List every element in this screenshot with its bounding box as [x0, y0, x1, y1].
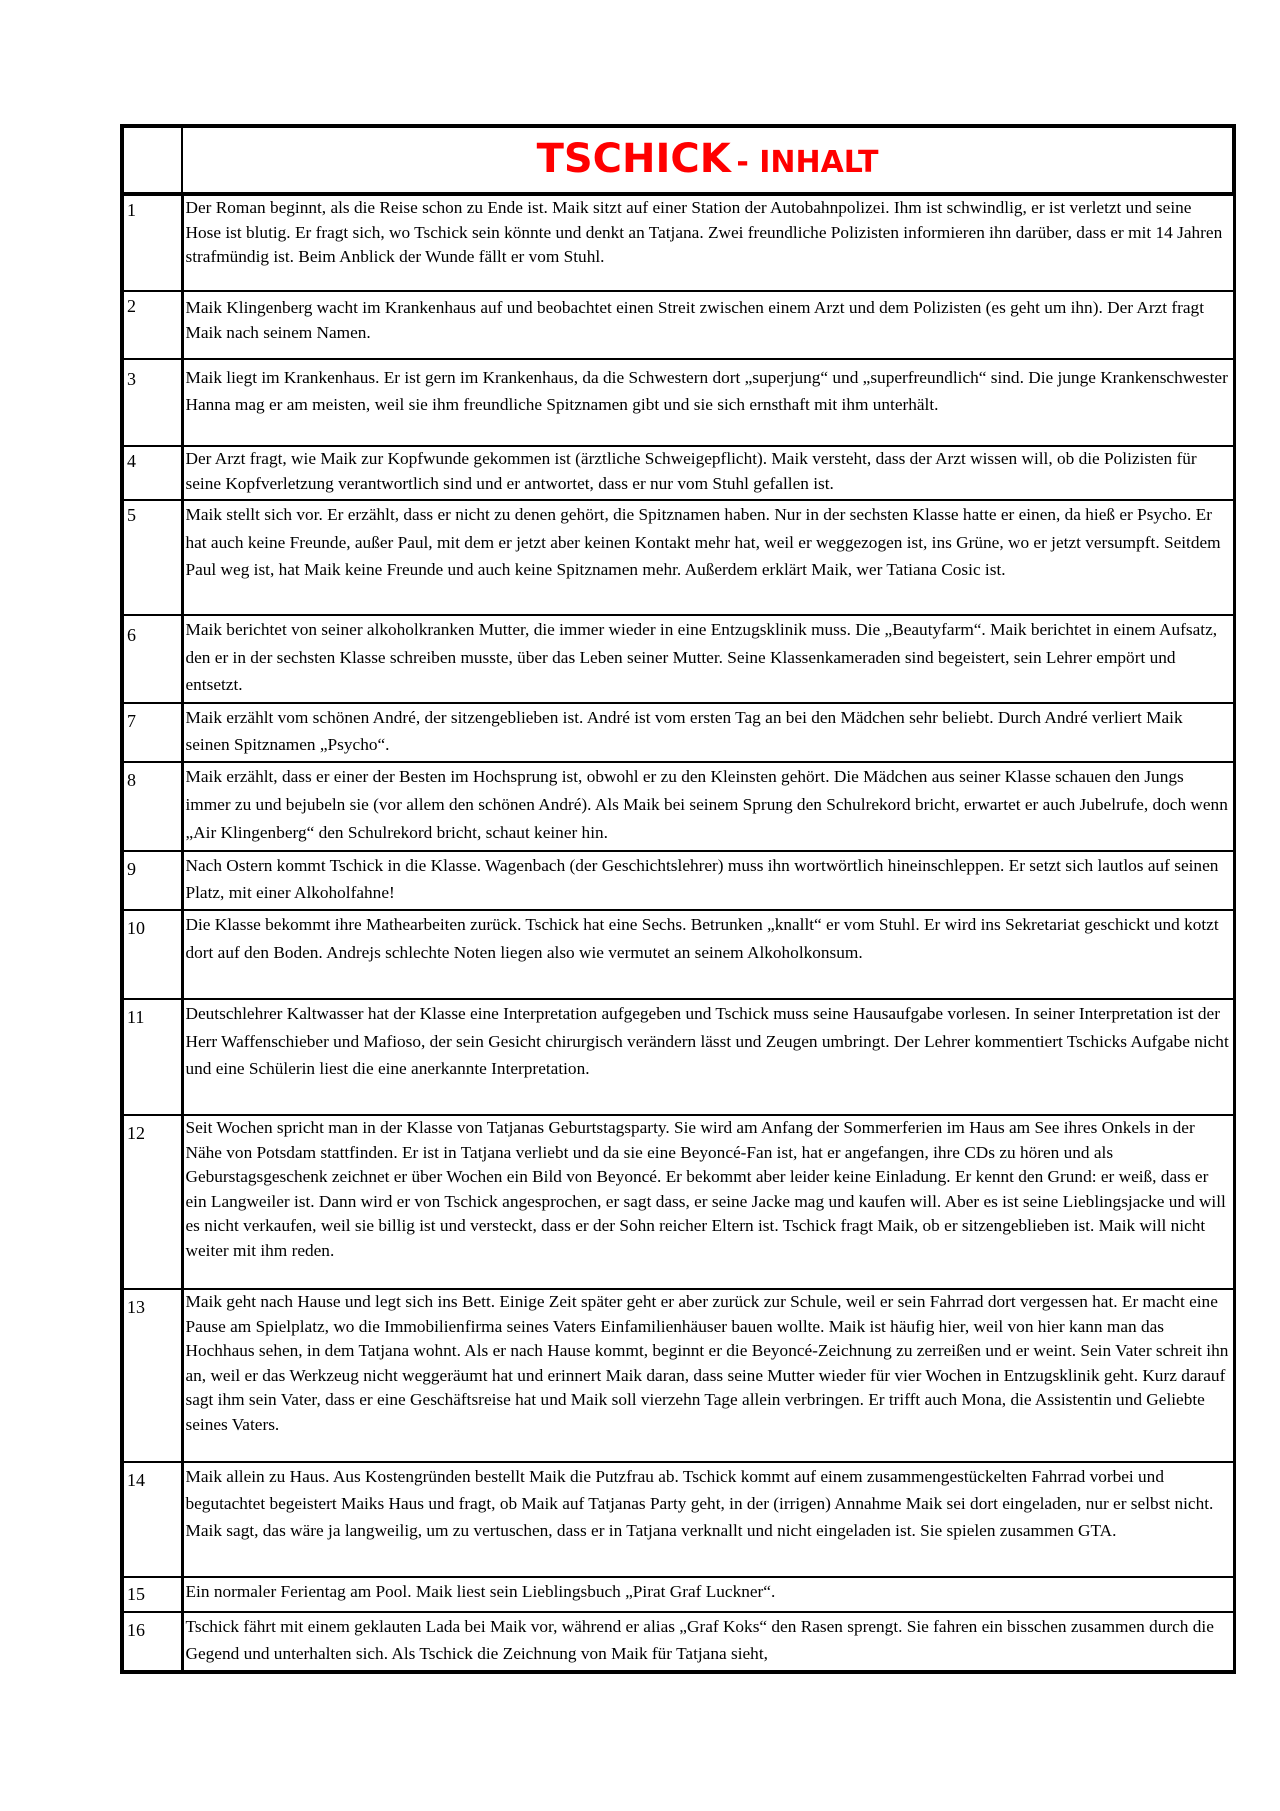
row-text: Die Klasse bekommt ihre Mathearbeiten zurück. Tschick hat eine Sechs. Betrunken „knallt“ er vom Stuhl. Er wird ins Sekretariat geschickt und kotzt dort auf den Boden. Andrejs schlechte Noten liegen also wie vermutet an seinem Alkoholkonsum.: [182, 910, 1234, 999]
row-number: 1: [122, 194, 182, 291]
table-row: [122, 851, 1234, 910]
row-text: Ein normaler Ferientag am Pool. Maik liest sein Lieblingsbuch „Pirat Graf Luckner“.: [182, 1577, 1234, 1612]
table-row: [122, 762, 1234, 851]
row-text: Der Roman beginnt, als die Reise schon zu Ende ist. Maik sitzt auf einer Station der Autobahnpolizei. Ihm ist schwindlig, er ist verletzt und seine Hose ist blutig. Er fragt sich, wo Tschick sein könnte und denkt an Tatjana. Zwei freundliche Polizisten informieren ihn darüber, dass er mit 14 Jahren strafmündig ist. Beim Anblick der Wunde fällt er vom Stuhl.: [182, 194, 1234, 291]
header-empty-cell: [122, 126, 182, 194]
row-number: 4: [122, 446, 182, 500]
row-number: 7: [122, 703, 182, 762]
table-row: [122, 1115, 1234, 1289]
table-row: [122, 703, 1234, 762]
row-text: Maik geht nach Hause und legt sich ins Bett. Einige Zeit später geht er aber zurück zur Schule, weil er sein Fahrrad dort vergessen hat. Er macht eine Pause am Spielplatz, wo die Immobilienfirma seines Vaters Einfamilienhäuser bauen wollte. Maik ist häufig hier, weil von hier kann man das Hochhaus sehen, in dem Tatjana wohnt. Als er nach Hause kommt, beginnt er die Beyoncé-Zeichnung zu zerreißen und er weint. Sein Vater schreit ihn an, weil er das Werkzeug nicht weggeräumt hat und erinnert Maik daran, dass seine Mutter wieder für vier Wochen in Entzugsklinik geht. Kurz darauf sagt ihm sein Vater, dass er eine Geschäftsreise hat und Maik soll vierzehn Tage allein verbringen. Er trifft auch Mona, die Assistentin und Geliebte seines Vaters.: [182, 1289, 1234, 1462]
row-number: 2: [122, 291, 182, 359]
row-text: Maik Klingenberg wacht im Krankenhaus auf und beobachtet einen Streit zwischen einem Arzt und dem Polizisten (es geht um ihn). Der Arzt fragt Maik nach seinem Namen.: [182, 291, 1234, 359]
row-number: 12: [122, 1115, 182, 1289]
row-number: 3: [122, 359, 182, 446]
row-number: 9: [122, 851, 182, 910]
row-number: 6: [122, 615, 182, 703]
table-row: [122, 194, 1234, 291]
table-row: [122, 1577, 1234, 1612]
row-number: 15: [122, 1577, 182, 1612]
table-row: [122, 1289, 1234, 1462]
row-text: Seit Wochen spricht man in der Klasse von Tatjanas Geburtstagsparty. Sie wird am Anfang der Sommerferien im Haus am See ihres Onkels in der Nähe von Potsdam stattfinden. Er ist in Tatjana verliebt und da sie eine Beyoncé-Fan ist, hat er angefangen, ihre CDs zu hören und als Geburstagsgeschenk zeichnet er über Wochen ein Bild von Beyoncé. Er bekommt aber leider keine Einladung. Er kennt den Grund: er weiß, dass er ein Langweiler ist. Dann wird er von Tschick angesprochen, er sagt dass, er seine Jacke mag und kaufen will. Aber es ist seine Lieblingsjacke und will es nicht verkaufen, weil sie billig ist und versteckt, dass er der Sohn reicher Eltern ist. Tschick fragt Maik, ob er sitzengeblieben ist. Maik will nicht weiter mit ihm reden.: [182, 1115, 1234, 1289]
table-header-row: [122, 126, 1234, 194]
row-number: 8: [122, 762, 182, 851]
row-text: Nach Ostern kommt Tschick in die Klasse. Wagenbach (der Geschichtslehrer) muss ihn wortwörtlich hineinschleppen. Er setzt sich lautlos auf seinen Platz, mit einer Alkoholfahne!: [182, 851, 1234, 910]
row-number: 10: [122, 910, 182, 999]
row-text: Maik berichtet von seiner alkoholkranken Mutter, die immer wieder in eine Entzugsklinik muss. Die „Beautyfarm“. Maik berichtet in einem Aufsatz, den er in der sechsten Klasse schreiben musste, über das Leben seiner Mutter. Seine Klassenkameraden sind begeistert, sein Lehrer empört und entsetzt.: [182, 615, 1234, 703]
title-sub: - INHALT: [736, 145, 879, 180]
row-text: Maik stellt sich vor. Er erzählt, dass er nicht zu denen gehört, die Spitznamen haben. Nur in der sechsten Klasse hatte er einen, da hieß er Psycho. Er hat auch keine Freunde, außer Paul, mit dem er jetzt aber keinen Kontakt mehr hat, weil er weggezogen ist, ins Grüne, wo er jetzt versumpft. Seitdem Paul weg ist, hat Maik keine Freunde und auch keine Spitznamen mehr. Außerdem erklärt Maik, wer Tatiana Cosic ist.: [182, 500, 1234, 615]
title-cell: [182, 126, 1234, 194]
content-table: [120, 124, 1236, 1674]
table-row: [122, 615, 1234, 703]
title-main: TSCHICK: [536, 136, 731, 182]
row-text: Maik erzählt, dass er einer der Besten im Hochsprung ist, obwohl er zu den Kleinsten gehört. Die Mädchen aus seiner Klasse schauen den Jungs immer zu und bejubeln sie (vor allem den schönen André). Als Maik bei seinem Sprung den Schulrekord bricht, erwartet er auch Jubelrufe, doch wenn „Air Klingenberg“ den Schulrekord bricht, schaut keiner hin.: [182, 762, 1234, 851]
table-row: [122, 291, 1234, 359]
row-text: Tschick fährt mit einem geklauten Lada bei Maik vor, während er alias „Graf Koks“ den Rasen sprengt. Sie fahren ein bisschen zusammen durch die Gegend und unterhalten sich. Als Tschick die Zeichnung von Maik für Tatjana sieht,: [182, 1612, 1234, 1672]
row-text: Deutschlehrer Kaltwasser hat der Klasse eine Interpretation aufgegeben und Tschick muss seine Hausaufgabe vorlesen. In seiner Interpretation ist der Herr Waffenschieber und Mafioso, der sein Gesicht chirurgisch verändern lässt und Zeugen umbringt. Der Lehrer kommentiert Tschicks Aufgabe nicht und eine Schülerin liest die eine anerkannte Interpretation.: [182, 999, 1234, 1115]
document-title: [536, 136, 879, 182]
table-row: [122, 1612, 1234, 1672]
row-number: 11: [122, 999, 182, 1115]
row-text: Maik allein zu Haus. Aus Kostengründen bestellt Maik die Putzfrau ab. Tschick kommt auf einem zusammengestückelten Fahrrad vorbei und begutachtet begeistert Maiks Haus und fragt, ob Maik auf Tatjanas Party geht, in der (irrigen) Annahme Maik sei dort eingeladen, nur er selbst nicht. Maik sagt, das wäre ja langweilig, um zu vertuschen, dass er in Tatjana verknallt und nicht eingeladen ist. Sie spielen zusammen GTA.: [182, 1462, 1234, 1577]
row-text: Maik liegt im Krankenhaus. Er ist gern im Krankenhaus, da die Schwestern dort „superjung“ und „superfreundlich“ sind. Die junge Krankenschwester Hanna mag er am meisten, weil sie ihm freundliche Spitznamen gibt und sie sich ernsthaft mit ihm unterhält.: [182, 359, 1234, 446]
table-row: [122, 500, 1234, 615]
table-row: [122, 910, 1234, 999]
row-text: Maik erzählt vom schönen André, der sitzengeblieben ist. André ist vom ersten Tag an bei den Mädchen sehr beliebt. Durch André verliert Maik seinen Spitznamen „Psycho“.: [182, 703, 1234, 762]
table-row: [122, 446, 1234, 500]
row-number: 5: [122, 500, 182, 615]
row-number: 14: [122, 1462, 182, 1577]
table-row: [122, 1462, 1234, 1577]
row-number: 13: [122, 1289, 182, 1462]
row-text: Der Arzt fragt, wie Maik zur Kopfwunde gekommen ist (ärztliche Schweigepflicht). Maik versteht, dass der Arzt wissen will, ob die Polizisten für seine Kopfverletzung verantwortlich sind und er antwortet, dass er nur vom Stuhl gefallen ist.: [182, 446, 1234, 500]
row-number: 16: [122, 1612, 182, 1672]
table-row: [122, 359, 1234, 446]
table-row: [122, 999, 1234, 1115]
